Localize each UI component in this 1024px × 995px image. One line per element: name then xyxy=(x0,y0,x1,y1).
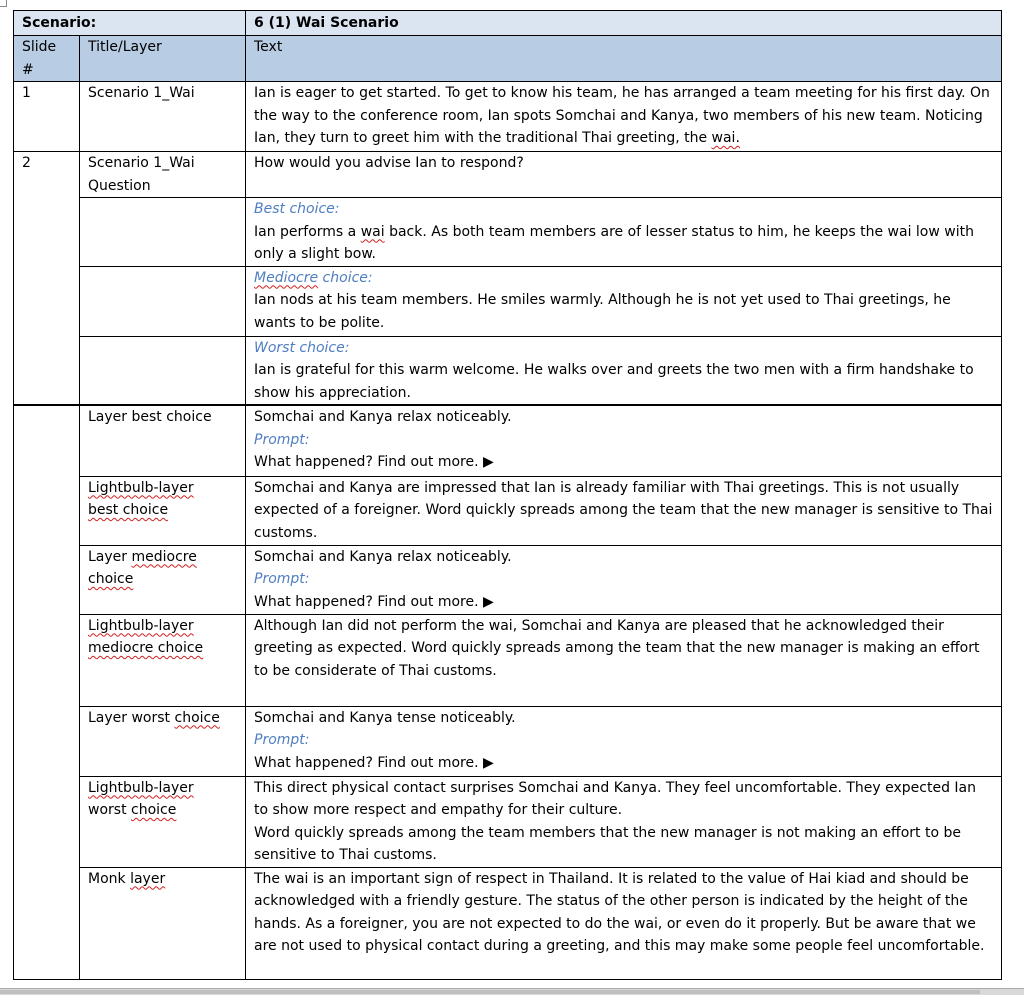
row-title: Layer best choice xyxy=(80,405,246,476)
worst-choice-label: Worst choice: xyxy=(254,339,350,356)
find-out-more-link[interactable]: What happened? Find out more. ▶ xyxy=(254,754,494,771)
horizontal-scrollbar[interactable] xyxy=(0,988,1024,995)
table-row xyxy=(14,82,1002,152)
slide-number: 1 xyxy=(14,82,80,152)
table-row xyxy=(14,614,1002,706)
slide-number: 2 xyxy=(14,152,80,406)
worst-choice-cell xyxy=(246,336,1002,405)
find-out-more-link[interactable]: What happened? Find out more. ▶ xyxy=(254,454,494,470)
table-row xyxy=(14,405,1002,476)
find-out-more-link[interactable]: What happened? Find out more. ▶ xyxy=(254,593,494,610)
row-title: Scenario 1_Wai xyxy=(80,82,246,152)
row-title: Lightbulb-layer best choice xyxy=(80,476,246,545)
worst-choice-text: Ian is grateful for this warm welcome. He walks over and greets the two men with a firm handshake to show his appreciation. xyxy=(254,362,974,401)
layer-text: Somchai and Kanya tense noticeably. Prompt: What happened? Find out more. ▶ xyxy=(246,706,1002,776)
mediocre-choice-label: Mediocre choice: xyxy=(254,269,373,286)
table-row xyxy=(14,706,1002,776)
mediocre-choice-text: Ian nods at his team members. He smiles warmly. Although he is not yet used to Thai greetings, he wants to be polite. xyxy=(254,292,951,331)
header-row xyxy=(14,36,1002,82)
lightbulb-text: This direct physical contact surprises Somchai and Kanya. They feel uncomfortable. They expected Ian to show more respect and empathy for their culture. Word quickly spreads among the team members that the new manager is not making an effort to be sensitive to Thai customs. xyxy=(246,776,1002,867)
scenario-row xyxy=(14,11,1002,36)
lightbulb-text: Although Ian did not perform the wai, Somchai and Kanya are pleased that he acknowledged their greeting as expected. Word quickly spreads among the team that the new manager is making an effort to be considerate of Thai customs. xyxy=(246,614,1002,706)
intro-text: Ian is eager to get started. To get to know his team, he has arranged a team meeting for his first day. On the way to the conference room, Ian spots Somchai and Kanya, two members of his new team. Noticing Ian, they turn to greet him with the traditional Thai greeting, the xyxy=(254,85,990,146)
table-row xyxy=(14,476,1002,545)
question-text: How would you advise Ian to respond? xyxy=(246,152,1002,198)
row-title-empty xyxy=(80,198,246,267)
table-row xyxy=(14,198,1002,267)
prompt-label: Prompt: xyxy=(254,431,310,448)
slide-number-empty xyxy=(14,405,80,979)
row-title: Lightbulb-layer mediocre choice xyxy=(80,614,246,706)
page-corner-mark xyxy=(0,0,7,7)
prompt-label: Prompt: xyxy=(254,571,310,587)
layer-text: Somchai and Kanya relax noticeably. Prompt: What happened? Find out more. ▶ xyxy=(246,405,1002,476)
row-text xyxy=(246,82,1002,152)
header-slide: Slide # xyxy=(14,36,80,82)
scenario-value: 6 (1) Wai Scenario xyxy=(246,11,1002,36)
scenario-label: Scenario: xyxy=(14,11,246,36)
table-row xyxy=(14,867,1002,979)
row-title-empty xyxy=(80,336,246,405)
layer-text: Somchai and Kanya relax noticeably. Prompt: What happened? Find out more. ▶ xyxy=(246,545,1002,614)
scrollbar-thumb[interactable] xyxy=(0,990,980,994)
lightbulb-text: Somchai and Kanya are impressed that Ian is already familiar with Thai greetings. This is not usually expected of a foreigner. Word quickly spreads among the team that the new manager is sensitive to Thai customs. xyxy=(246,476,1002,545)
spelling-flag: wai. xyxy=(711,130,740,146)
table-row xyxy=(14,776,1002,867)
row-title: Layer worst choice xyxy=(80,706,246,776)
table-row xyxy=(14,336,1002,405)
table-row xyxy=(14,152,1002,198)
row-title-empty xyxy=(80,266,246,336)
best-choice-cell xyxy=(246,198,1002,267)
mediocre-choice-cell xyxy=(246,266,1002,336)
header-text: Text xyxy=(246,36,1002,82)
prompt-label: Prompt: xyxy=(254,732,310,748)
row-title: Monk layer xyxy=(80,867,246,979)
table-row xyxy=(14,545,1002,614)
header-title: Title/Layer xyxy=(80,36,246,82)
row-title: Layer mediocre choice xyxy=(80,545,246,614)
row-title: Scenario 1_Wai Question xyxy=(80,152,246,198)
scenario-table xyxy=(13,10,1002,980)
row-title: Lightbulb-layer worst choice xyxy=(80,776,246,867)
monk-text: The wai is an important sign of respect in Thailand. It is related to the value of Hai kiad and should be acknowledged with a friendly gesture. The status of the other person is indicated by the height of the hands. As a foreigner, you are not expected to do the wai, or even do it properly. But be aware that we are not used to physical contact during a greeting, and this may make some people feel uncomfortable. xyxy=(246,867,1002,979)
table-row xyxy=(14,266,1002,336)
best-choice-text: Ian performs a wai back. As both team members are of lesser status to him, he keeps the wai low with only a slight bow. xyxy=(254,223,974,262)
best-choice-label: Best choice: xyxy=(254,201,340,217)
